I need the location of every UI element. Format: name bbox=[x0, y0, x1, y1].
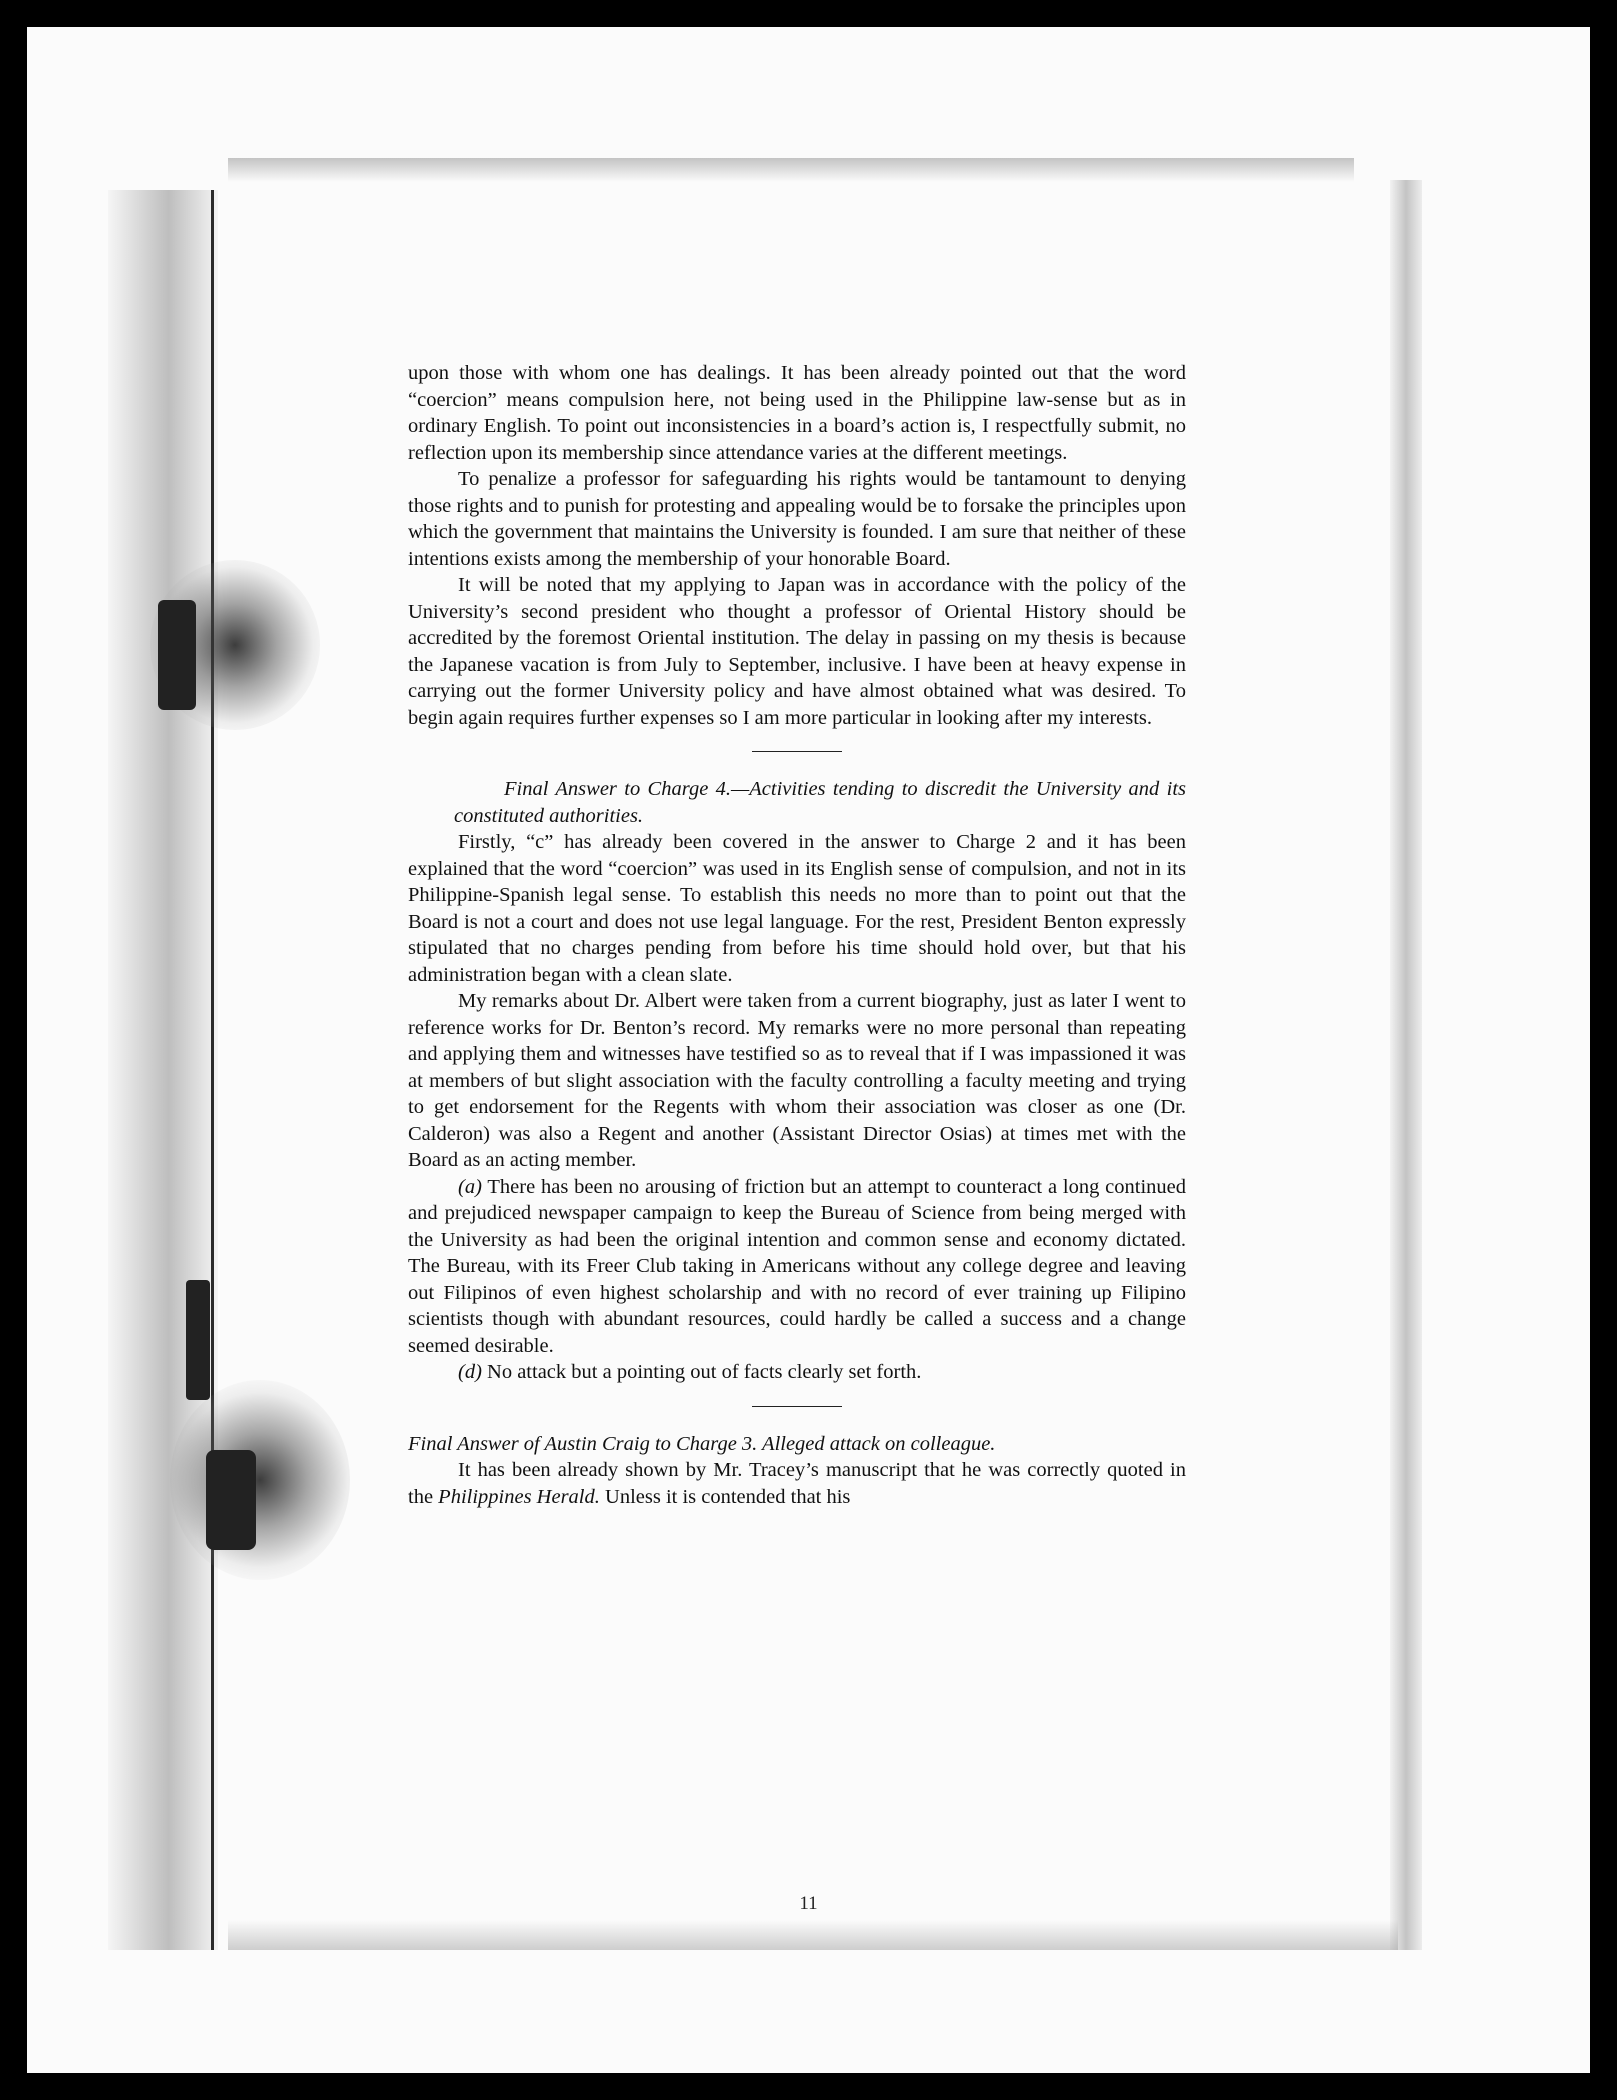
scan-shadow-top bbox=[228, 158, 1354, 182]
list-item-d bbox=[408, 1359, 1186, 1386]
paragraph: My remarks about Dr. Albert were taken from a current biography, just as later I went to reference works for Dr. Benton’s record. My remarks were no more personal than repeating and applying them and witnesses have testified so as to reveal that if I was impassioned it was at members of but slight association with the faculty controlling a faculty meeting and trying to get endorsement for the Regents with whom their association was closer as one (Dr. Calderon) was also a Regent and another (Assistant Director Osias) at times met with the Board as an acting member. bbox=[408, 990, 1186, 1171]
list-item-a bbox=[408, 1174, 1186, 1360]
ink-blot-lower bbox=[170, 1380, 350, 1580]
newspaper-title: Philippines Herald. bbox=[438, 1485, 600, 1508]
item-text-a: There has been no arousing of friction but an attempt to counteract a long continued and prejudiced newspaper campaign to keep the Bureau of Science from being merged with the University as had been the original intention and common sense and economy dictated. The Bureau, with its Freer Club taking in Americans without any college degree and leaving out Filipinos of even highest scholarship and with no record of ever training up Filipino scientists though with abundant resources, could hardly be called a success and a change seemed desirable. bbox=[408, 1175, 1186, 1357]
paragraph: upon those with whom one has dealings. It has been already pointed out that the word “coercion” means compulsion here, not being used in the Philippine law-sense but as in ordinary English. To point out inconsistencies in a board’s action is, I respectfully submit, no reflection upon its membership since attendance varies at the different meetings. bbox=[408, 362, 1186, 464]
item-label-d: (d) bbox=[458, 1361, 482, 1383]
section-divider bbox=[752, 751, 842, 752]
paragraph-text: Unless it is contended that his bbox=[599, 1485, 851, 1508]
paragraph: To penalize a professor for safeguarding his rights would be tantamount to denying those rights and to punish for protesting and appealing would be to forsake the principles upon which the government that maintains the University is founded. I am sure that neither of these intentions exists among the membership of your honorable Board. bbox=[408, 468, 1186, 570]
paragraph bbox=[408, 1457, 1186, 1510]
paragraph: It will be noted that my applying to Japan was in accordance with the policy of the University’s second president who thought a professor of Oriental History should be accredited by the foremost Oriental institution. The delay in passing on my thesis is because the Japanese vacation is from July to September, inclusive. I have been at heavy expense in carrying out the former University policy and have almost obtained what was desired. To begin again requires further expenses so I am more particular in looking after my interests. bbox=[408, 574, 1186, 729]
binding-clip-upper bbox=[158, 600, 196, 710]
scan-shadow-bottom bbox=[228, 1920, 1398, 1950]
item-label-a: (a) bbox=[458, 1175, 482, 1198]
scan-shadow-left bbox=[108, 190, 218, 1950]
binding-clip-lower bbox=[206, 1450, 256, 1550]
paragraph: Firstly, “c” has already been covered in the answer to Charge 2 and it has been explained that the word “coercion” was used in its English sense of compulsion, and not in its Philippine-Spanish legal sense. To establish this needs no more than to point out that the Board is not a court and does not use legal language. For the rest, President Benton expressly stipulated that no charges pending from before his time should hold over, but that his administration began with a clean slate. bbox=[408, 831, 1186, 986]
paragraph-text: It has been already shown by Mr. Tracey’s manuscript that he was correctly quoted in the bbox=[408, 1459, 1186, 1508]
page-number: 11 bbox=[799, 1893, 818, 1914]
binding-edge bbox=[211, 190, 214, 1950]
binding-clip-middle bbox=[186, 1280, 210, 1400]
document-body bbox=[408, 360, 1186, 1510]
scan-shadow-right bbox=[1390, 180, 1422, 1950]
section-heading-charge-4: Final Answer to Charge 4.—Activities tending to discredit the University and its constituted authorities. bbox=[454, 778, 1186, 827]
item-text-d: No attack but a pointing out of facts clearly set forth. bbox=[487, 1361, 922, 1383]
section-divider bbox=[752, 1406, 842, 1407]
section-heading-charge-3: Final Answer of Austin Craig to Charge 3. Alleged attack on colleague. bbox=[408, 1432, 996, 1455]
